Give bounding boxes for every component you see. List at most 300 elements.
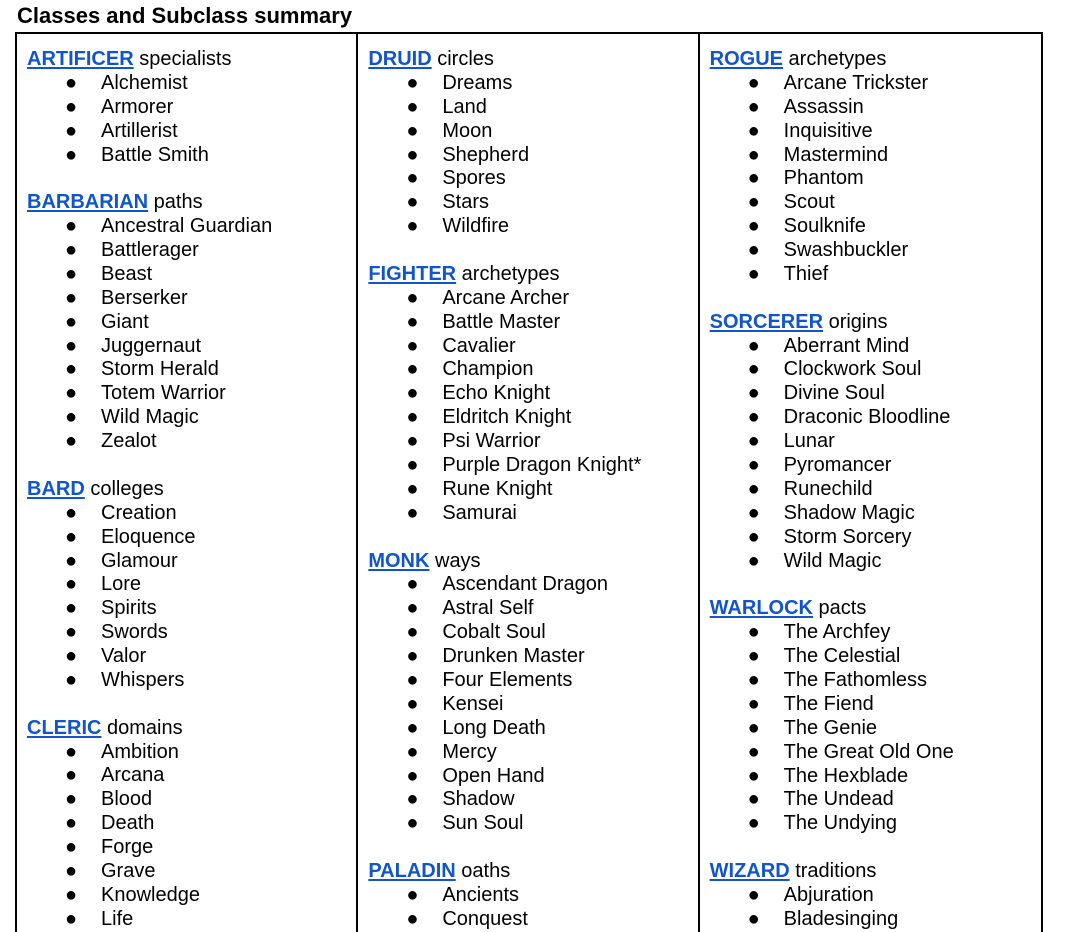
- class-section-paladin: [368, 860, 697, 932]
- subclass-name: Grave: [101, 860, 156, 882]
- column-2: [358, 34, 699, 932]
- section-descriptor: domains: [101, 716, 183, 739]
- subclass-list-item: [710, 96, 1041, 120]
- subclass-name: Creation: [101, 501, 177, 524]
- bullet-icon: ●: [406, 788, 419, 811]
- class-section-rogue: [710, 48, 1041, 287]
- subclass-name: The Hexblade: [783, 764, 909, 787]
- bullet-icon: ●: [65, 883, 78, 906]
- section-descriptor: archetypes: [456, 262, 560, 285]
- bullet-icon: ●: [65, 645, 78, 668]
- subclass-list-item: [368, 335, 697, 359]
- section-header: [27, 48, 356, 72]
- subclass-list-item: [27, 239, 356, 263]
- section-header: [27, 717, 356, 741]
- subclass-name: Storm Herald: [101, 358, 219, 381]
- bullet-icon: ●: [406, 119, 419, 142]
- bullet-icon: ●: [747, 716, 760, 739]
- subclass-name: Lore: [101, 573, 142, 596]
- class-section-warlock: [710, 597, 1041, 836]
- subclass-name: Rune Knight: [442, 477, 553, 500]
- subclass-list-item: [27, 836, 356, 860]
- subclass-name: Zealot: [101, 430, 157, 453]
- subclass-name: Land: [442, 95, 487, 118]
- section-descriptor: pacts: [812, 597, 867, 620]
- subclass-name: Eloquence: [101, 525, 196, 548]
- subclass-list-item: [27, 597, 356, 621]
- subclass-name: Bladesinging: [783, 907, 899, 930]
- bullet-icon: ●: [65, 668, 78, 691]
- class-section-druid: [368, 48, 697, 239]
- subclass-name: Battlerager: [101, 239, 199, 262]
- bullet-icon: ●: [65, 812, 78, 835]
- subclass-list-item: [27, 908, 356, 932]
- subclass-list-item: [368, 287, 697, 311]
- section-descriptor: traditions: [789, 860, 877, 882]
- subclass-name: Life: [101, 907, 134, 930]
- bullet-icon: ●: [747, 406, 760, 429]
- bullet-icon: ●: [65, 143, 78, 166]
- subclass-name: Ascendant Dragon: [442, 573, 608, 596]
- class-link-wizard[interactable]: WIZARD: [709, 860, 790, 882]
- subclass-name: Abjuration: [783, 883, 874, 906]
- section-header: [368, 550, 697, 574]
- subclass-name: Phantom: [783, 167, 864, 190]
- subclass-list-item: [710, 765, 1041, 789]
- subclass-name: Giant: [101, 310, 149, 333]
- bullet-icon: ●: [406, 692, 419, 715]
- subclass-name: Thief: [783, 263, 829, 286]
- subclass-list-item: [27, 287, 356, 311]
- subclass-name: Conquest: [442, 907, 528, 930]
- bullet-icon: ●: [65, 549, 78, 572]
- subclass-list-item: [710, 406, 1041, 430]
- bullet-icon: ●: [65, 119, 78, 142]
- subclass-list-item: [710, 191, 1041, 215]
- subclass-list-item: [710, 263, 1041, 287]
- section-descriptor: oaths: [455, 860, 511, 882]
- subclass-name: Aberrant Mind: [783, 334, 910, 357]
- class-section-monk: [368, 550, 697, 837]
- subclass-list-item: [710, 550, 1041, 574]
- subclass-list-item: [710, 72, 1041, 96]
- section-descriptor: ways: [429, 549, 481, 572]
- subclass-list-item: [27, 502, 356, 526]
- subclass-list-item: [710, 812, 1041, 836]
- bullet-icon: ●: [747, 215, 760, 238]
- subclass-name: The Fiend: [783, 692, 874, 715]
- subclass-list-item: [27, 72, 356, 96]
- subclass-list-item: [710, 526, 1041, 550]
- bullet-icon: ●: [747, 334, 760, 357]
- bullet-icon: ●: [747, 668, 760, 691]
- bullet-icon: ●: [406, 191, 419, 214]
- subclass-list-item: [710, 430, 1041, 454]
- bullet-icon: ●: [65, 430, 78, 453]
- subclass-list-item: [368, 741, 697, 765]
- bullet-icon: ●: [747, 239, 760, 262]
- bullet-icon: ●: [747, 549, 760, 572]
- bullet-icon: ●: [406, 812, 419, 835]
- class-link-warlock[interactable]: WARLOCK: [709, 597, 813, 620]
- bullet-icon: ●: [747, 263, 760, 286]
- subclass-name: Shepherd: [442, 143, 530, 166]
- subclass-name: Arcana: [101, 764, 165, 787]
- subclass-list-item: [27, 430, 356, 454]
- subclass-list-item: [368, 765, 697, 789]
- bullet-icon: ●: [406, 645, 419, 668]
- section-header: [368, 48, 697, 72]
- subclass-name: Stars: [442, 191, 490, 214]
- bullet-icon: ●: [406, 334, 419, 357]
- bullet-icon: ●: [406, 167, 419, 190]
- bullet-icon: ●: [747, 477, 760, 500]
- subclass-list-item: [27, 144, 356, 168]
- subclass-name: Pyromancer: [783, 454, 892, 477]
- subclass-list-item: [368, 597, 697, 621]
- subclass-name: Glamour: [101, 549, 178, 572]
- subclass-name: Champion: [442, 358, 534, 381]
- class-link-rogue[interactable]: ROGUE: [709, 48, 783, 70]
- class-link-artificer[interactable]: ARTIFICER: [27, 48, 134, 70]
- bullet-icon: ●: [65, 71, 78, 94]
- bullet-icon: ●: [65, 740, 78, 763]
- subclass-list-item: [710, 144, 1041, 168]
- subclass-name: Juggernaut: [101, 334, 202, 357]
- subclass-name: Alchemist: [101, 71, 188, 94]
- subclass-name: Sun Soul: [442, 812, 524, 835]
- bullet-icon: ●: [747, 788, 760, 811]
- subclass-list-item: [368, 120, 697, 144]
- subclass-list-item: [710, 335, 1041, 359]
- subclass-name: Arcane Archer: [442, 286, 570, 309]
- subclass-name: Death: [101, 812, 155, 835]
- subclass-list-item: [710, 454, 1041, 478]
- subclass-list-item: [27, 741, 356, 765]
- bullet-icon: ●: [406, 597, 419, 620]
- subclass-name: Open Hand: [442, 764, 545, 787]
- class-link-barbarian[interactable]: BARBARIAN: [27, 191, 149, 214]
- subclass-list: [27, 741, 356, 932]
- subclass-list-item: [368, 812, 697, 836]
- subclass-list-item: [368, 191, 697, 215]
- section-header: [710, 48, 1041, 72]
- class-section-fighter: [368, 263, 697, 526]
- subclass-list-item: [368, 621, 697, 645]
- subclass-name: Beast: [101, 262, 153, 285]
- bullet-icon: ●: [65, 907, 78, 930]
- class-link-fighter[interactable]: FIGHTER: [368, 262, 457, 285]
- bullet-icon: ●: [65, 597, 78, 620]
- subclass-list-item: [27, 669, 356, 693]
- bullet-icon: ●: [65, 764, 78, 787]
- subclass-list-item: [368, 430, 697, 454]
- subclass-list: [27, 72, 356, 168]
- subclass-list-item: [368, 96, 697, 120]
- subclass-list-item: [368, 908, 697, 932]
- subclass-list-item: [710, 669, 1041, 693]
- bullet-icon: ●: [747, 191, 760, 214]
- subclass-list-item: [368, 215, 697, 239]
- section-descriptor: specialists: [133, 48, 232, 70]
- subclass-list-item: [710, 358, 1041, 382]
- subclass-name: Berserker: [101, 286, 188, 309]
- subclass-list-item: [27, 645, 356, 669]
- bullet-icon: ●: [65, 358, 78, 381]
- subclass-list-item: [27, 573, 356, 597]
- subclass-list-item: [710, 788, 1041, 812]
- subclass-name: Draconic Bloodline: [783, 406, 951, 429]
- subclass-list: [710, 884, 1041, 932]
- subclass-name: Shadow Magic: [783, 501, 915, 524]
- bullet-icon: ●: [747, 764, 760, 787]
- subclass-name: Spirits: [101, 597, 157, 620]
- subclass-name: Ambition: [101, 740, 179, 763]
- subclass-list-item: [368, 645, 697, 669]
- class-link-druid[interactable]: DRUID: [368, 48, 432, 70]
- subclass-list-item: [368, 358, 697, 382]
- subclass-name: Knowledge: [101, 883, 200, 906]
- bullet-icon: ●: [65, 836, 78, 859]
- subclass-name: Wildfire: [442, 215, 509, 238]
- bullet-icon: ●: [65, 382, 78, 405]
- bullet-icon: ●: [406, 716, 419, 739]
- subclass-name: The Undying: [783, 812, 898, 835]
- subclass-list-item: [710, 239, 1041, 263]
- bullet-icon: ●: [406, 71, 419, 94]
- bullet-icon: ●: [65, 501, 78, 524]
- column-1: [17, 34, 358, 932]
- subclass-list-item: [27, 860, 356, 884]
- bullet-icon: ●: [406, 286, 419, 309]
- subclass-name: Drunken Master: [442, 645, 585, 668]
- subclass-list: [710, 72, 1041, 287]
- subclass-list-item: [27, 263, 356, 287]
- subclass-list-item: [368, 454, 697, 478]
- subclass-list-item: [368, 382, 697, 406]
- subclass-name: Inquisitive: [783, 119, 873, 142]
- bullet-icon: ●: [406, 215, 419, 238]
- bullet-icon: ●: [406, 668, 419, 691]
- bullet-icon: ●: [406, 358, 419, 381]
- section-header: [27, 191, 356, 215]
- bullet-icon: ●: [406, 430, 419, 453]
- subclass-list-item: [368, 478, 697, 502]
- class-link-paladin[interactable]: PALADIN: [368, 860, 456, 882]
- subclass-name: Ancients: [442, 883, 520, 906]
- bullet-icon: ●: [65, 621, 78, 644]
- subclass-list: [710, 335, 1041, 574]
- subclass-list-item: [710, 382, 1041, 406]
- subclass-name: The Celestial: [783, 645, 901, 668]
- section-descriptor: colleges: [84, 477, 164, 500]
- subclass-list-item: [27, 788, 356, 812]
- bullet-icon: ●: [406, 501, 419, 524]
- subclass-name: Valor: [101, 645, 147, 668]
- subclass-name: Battle Master: [442, 310, 561, 333]
- subclass-list-item: [368, 669, 697, 693]
- section-header: [710, 860, 1041, 884]
- subclass-name: Scout: [783, 191, 835, 214]
- bullet-icon: ●: [406, 406, 419, 429]
- subclass-name: Psi Warrior: [442, 430, 541, 453]
- bullet-icon: ●: [65, 406, 78, 429]
- bullet-icon: ●: [747, 167, 760, 190]
- subclass-name: Shadow: [442, 788, 515, 811]
- subclass-list-item: [710, 645, 1041, 669]
- class-link-monk[interactable]: MONK: [368, 549, 430, 572]
- bullet-icon: ●: [65, 286, 78, 309]
- subclass-list: [368, 573, 697, 836]
- subclass-name: Arcane Trickster: [783, 71, 929, 94]
- bullet-icon: ●: [65, 262, 78, 285]
- class-section-wizard: [710, 860, 1041, 932]
- subclass-name: Cavalier: [442, 334, 516, 357]
- bullet-icon: ●: [65, 95, 78, 118]
- subclass-list-item: [27, 884, 356, 908]
- bullet-icon: ●: [65, 215, 78, 238]
- bullet-icon: ●: [65, 239, 78, 262]
- class-link-cleric[interactable]: CLERIC: [27, 716, 102, 739]
- bullet-icon: ●: [65, 860, 78, 882]
- subclass-list-item: [368, 167, 697, 191]
- subclass-name: Ancestral Guardian: [101, 215, 273, 238]
- subclass-list-item: [710, 717, 1041, 741]
- subclass-name: Assassin: [783, 95, 864, 118]
- subclass-list-item: [27, 335, 356, 359]
- subclass-name: Echo Knight: [442, 382, 551, 405]
- subclass-list-item: [710, 741, 1041, 765]
- bullet-icon: ●: [747, 525, 760, 548]
- subclass-name: Purple Dragon Knight*: [442, 454, 642, 477]
- bullet-icon: ●: [406, 573, 419, 596]
- subclass-list: [368, 287, 697, 526]
- bullet-icon: ●: [747, 907, 760, 930]
- subclass-list-item: [710, 621, 1041, 645]
- bullet-icon: ●: [747, 71, 760, 94]
- subclass-list: [27, 215, 356, 454]
- bullet-icon: ●: [406, 95, 419, 118]
- section-descriptor: archetypes: [783, 48, 887, 70]
- bullet-icon: ●: [747, 883, 760, 906]
- subclass-name: Mastermind: [783, 143, 889, 166]
- subclass-name: Long Death: [442, 716, 546, 739]
- bullet-icon: ●: [747, 645, 760, 668]
- subclass-list: [27, 502, 356, 693]
- subclass-list-item: [27, 550, 356, 574]
- page-title: Classes and Subclass summary: [17, 3, 353, 28]
- bullet-icon: ●: [65, 573, 78, 596]
- summary-table: [15, 32, 1043, 932]
- subclass-list-item: [368, 406, 697, 430]
- bullet-icon: ●: [747, 382, 760, 405]
- bullet-icon: ●: [65, 310, 78, 333]
- subclass-name: Spores: [442, 167, 506, 190]
- subclass-name: Storm Sorcery: [783, 525, 912, 548]
- section-header: [368, 860, 697, 884]
- subclass-name: Eldritch Knight: [442, 406, 572, 429]
- subclass-list-item: [27, 358, 356, 382]
- subclass-name: Swashbuckler: [783, 239, 909, 262]
- subclass-list-item: [710, 693, 1041, 717]
- subclass-list-item: [27, 382, 356, 406]
- bullet-icon: ●: [65, 334, 78, 357]
- bullet-icon: ●: [406, 883, 419, 906]
- bullet-icon: ●: [65, 525, 78, 548]
- subclass-name: Swords: [101, 621, 168, 644]
- bullet-icon: ●: [406, 143, 419, 166]
- subclass-name: The Undead: [783, 788, 894, 811]
- subclass-list-item: [368, 573, 697, 597]
- subclass-name: Forge: [101, 836, 154, 859]
- subclass-list: [368, 72, 697, 239]
- subclass-list-item: [710, 908, 1041, 932]
- class-section-bard: [27, 478, 356, 693]
- subclass-list-item: [368, 311, 697, 335]
- bullet-icon: ●: [747, 430, 760, 453]
- section-header: [368, 263, 697, 287]
- subclass-list-item: [27, 406, 356, 430]
- bullet-icon: ●: [406, 382, 419, 405]
- bullet-icon: ●: [406, 740, 419, 763]
- subclass-name: Armorer: [101, 95, 174, 118]
- subclass-name: Blood: [101, 788, 153, 811]
- subclass-list-item: [710, 120, 1041, 144]
- class-link-bard[interactable]: BARD: [27, 477, 85, 500]
- subclass-list-item: [368, 72, 697, 96]
- subclass-name: Moon: [442, 119, 493, 142]
- subclass-name: Totem Warrior: [101, 382, 226, 405]
- subclass-name: Divine Soul: [783, 382, 885, 405]
- subclass-list-item: [710, 167, 1041, 191]
- bullet-icon: ●: [406, 310, 419, 333]
- subclass-name: The Great Old One: [783, 740, 954, 763]
- subclass-name: Lunar: [783, 430, 835, 453]
- subclass-name: The Genie: [783, 716, 878, 739]
- subclass-list-item: [27, 311, 356, 335]
- subclass-name: The Fathomless: [783, 668, 928, 691]
- subclass-list-item: [27, 812, 356, 836]
- section-descriptor: circles: [431, 48, 494, 70]
- subclass-list-item: [368, 717, 697, 741]
- bullet-icon: ●: [747, 454, 760, 477]
- class-link-sorcerer[interactable]: SORCERER: [709, 310, 824, 333]
- section-header: [710, 597, 1041, 621]
- subclass-list-item: [27, 120, 356, 144]
- subclass-list-item: [27, 96, 356, 120]
- subclass-name: Mercy: [442, 740, 497, 763]
- bullet-icon: ●: [65, 788, 78, 811]
- subclass-list-item: [710, 884, 1041, 908]
- subclass-list-item: [368, 693, 697, 717]
- bullet-icon: ●: [747, 95, 760, 118]
- bullet-icon: ●: [747, 501, 760, 524]
- subclass-list-item: [710, 478, 1041, 502]
- class-section-barbarian: [27, 191, 356, 454]
- bullet-icon: ●: [406, 907, 419, 930]
- subclass-list-item: [368, 884, 697, 908]
- subclass-list: [710, 621, 1041, 836]
- subclass-name: Four Elements: [442, 668, 573, 691]
- subclass-name: Wild Magic: [783, 549, 882, 572]
- subclass-list-item: [710, 502, 1041, 526]
- subclass-list-item: [368, 144, 697, 168]
- section-header: [710, 311, 1041, 335]
- subclass-name: Wild Magic: [101, 406, 199, 429]
- subclass-list-item: [27, 215, 356, 239]
- class-section-cleric: [27, 717, 356, 932]
- section-descriptor: paths: [148, 191, 203, 214]
